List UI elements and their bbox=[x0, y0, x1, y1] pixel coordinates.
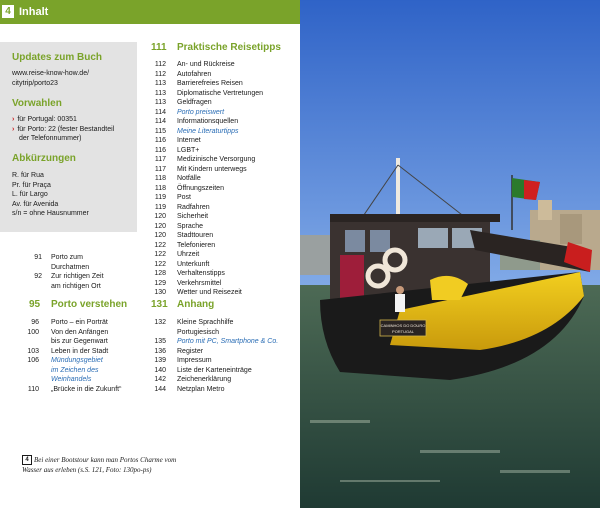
toc-row[interactable] bbox=[148, 328, 293, 338]
updates-heading: Updates zum Buch bbox=[12, 52, 103, 63]
toc-row[interactable] bbox=[148, 79, 293, 89]
toc-row[interactable] bbox=[148, 212, 293, 222]
toc-row[interactable] bbox=[148, 146, 293, 156]
toc-page-number: 114 bbox=[154, 118, 166, 125]
toc-row[interactable] bbox=[148, 203, 293, 213]
toc-page-number: 122 bbox=[154, 260, 166, 268]
toc-row[interactable] bbox=[148, 60, 293, 70]
vorwahl-porto-cont: der Telefonnummer) bbox=[19, 135, 82, 142]
toc-row[interactable] bbox=[148, 193, 293, 203]
toc-page-number: 120 bbox=[154, 213, 166, 220]
toc-entry[interactable]: Stadttouren bbox=[177, 232, 214, 239]
toc-entry[interactable]: Autofahren bbox=[177, 70, 212, 78]
page-title: Inhalt bbox=[19, 6, 49, 18]
section-title-anhang[interactable]: Anhang bbox=[177, 299, 215, 310]
toc-page-number: 96 bbox=[31, 319, 39, 326]
toc-page-number: 113 bbox=[154, 89, 166, 97]
chevron-right-icon: › bbox=[12, 125, 15, 133]
abk-item: R. für Rua bbox=[12, 172, 44, 179]
toc-entry[interactable]: Leben in der Stadt bbox=[51, 347, 109, 355]
toc-page-number: 122 bbox=[154, 241, 166, 249]
page-number: 4 bbox=[2, 5, 14, 18]
toc-row[interactable] bbox=[148, 288, 293, 298]
toc-page-number: 136 bbox=[154, 347, 166, 355]
section-title-porto-verstehen[interactable]: Porto verstehen bbox=[51, 299, 128, 310]
toc-page-number: 114 bbox=[154, 108, 166, 116]
toc-entry[interactable]: Medizinische Versorgung bbox=[177, 156, 256, 163]
toc-entry[interactable]: bis zur Gegenwart bbox=[51, 338, 108, 345]
toc-entry[interactable]: Portugiesisch bbox=[177, 328, 220, 336]
toc-entry[interactable]: Mündungsgebiet bbox=[51, 357, 103, 364]
toc-entry[interactable]: Sprache bbox=[177, 222, 204, 230]
toc-entry[interactable]: LGBT+ bbox=[177, 146, 200, 154]
toc-row[interactable] bbox=[148, 222, 293, 232]
toc-row[interactable] bbox=[148, 375, 293, 385]
toc-page-number: 122 bbox=[154, 251, 166, 258]
toc-page-number: 110 bbox=[27, 385, 39, 393]
toc-row[interactable] bbox=[148, 108, 293, 118]
toc-page-number: 116 bbox=[154, 146, 166, 154]
toc-entry[interactable]: Porto zum bbox=[51, 254, 83, 261]
toc-page-number: 130 bbox=[154, 289, 166, 296]
toc-entry[interactable]: Weinhandels bbox=[51, 376, 92, 383]
toc-row[interactable] bbox=[148, 269, 293, 279]
boat-nameplate-text: CAMINHOS DO DOURO bbox=[380, 323, 426, 328]
toc-page-number: 113 bbox=[154, 99, 166, 106]
toc-page-number: 135 bbox=[154, 338, 166, 345]
toc-row[interactable] bbox=[148, 250, 293, 260]
toc-page-number: 112 bbox=[154, 61, 166, 68]
toc-entry[interactable]: Zeichenerklärung bbox=[177, 376, 232, 383]
toc-page-number: 92 bbox=[34, 273, 42, 280]
toc-page-number: 117 bbox=[154, 156, 166, 163]
toc-entry[interactable]: Notfälle bbox=[177, 175, 201, 182]
toc-entry[interactable]: An- und Rückreise bbox=[177, 61, 235, 68]
toc-entry[interactable]: Sicherheit bbox=[177, 213, 209, 220]
toc-row[interactable] bbox=[148, 117, 293, 127]
toc-entry[interactable]: Mit Kindern unterwegs bbox=[177, 165, 247, 173]
toc-page-number: 106 bbox=[27, 357, 39, 364]
toc-entry[interactable]: Wetter und Reisezeit bbox=[177, 289, 242, 296]
toc-entry[interactable]: Geldfragen bbox=[177, 99, 212, 106]
toc-row[interactable] bbox=[148, 98, 293, 108]
toc-entry[interactable]: Telefonieren bbox=[177, 241, 216, 249]
boat-nameplate-text: PORTUGAL bbox=[392, 329, 414, 334]
toc-page-number: 120 bbox=[154, 232, 166, 239]
boat-photo bbox=[300, 0, 600, 508]
abkuerzungen-heading: Abkürzungen bbox=[12, 153, 76, 164]
toc-entry[interactable]: Kleine Sprachhilfe bbox=[177, 319, 234, 326]
toc-entry[interactable]: Informationsquellen bbox=[177, 118, 239, 125]
toc-row[interactable] bbox=[148, 165, 293, 175]
toc-list-reisetipps bbox=[148, 60, 293, 298]
toc-entry[interactable]: Verkehrsmittel bbox=[177, 279, 222, 287]
vorwahl-porto: › für Porto: 22 (fester Bestandteil bbox=[12, 125, 115, 133]
toc-row[interactable] bbox=[148, 70, 293, 80]
section-number: 95 bbox=[29, 299, 41, 310]
toc-entry[interactable]: Durchatmen bbox=[51, 263, 90, 271]
vorwahl-portugal: › für Portugal: 00351 bbox=[12, 116, 77, 123]
toc-page-number: 119 bbox=[154, 194, 166, 201]
toc-row[interactable] bbox=[148, 155, 293, 165]
toc-entry[interactable]: Meine Literaturtipps bbox=[177, 127, 239, 135]
chevron-right-icon: › bbox=[12, 116, 15, 123]
toc-entry[interactable]: Impressum bbox=[177, 357, 212, 364]
toc-entry[interactable]: Öffnungszeiten bbox=[177, 184, 224, 192]
toc-row[interactable] bbox=[148, 136, 293, 146]
toc-entry[interactable]: Netzplan Metro bbox=[177, 385, 225, 393]
toc-entry[interactable]: Unterkunft bbox=[177, 260, 210, 268]
toc-page-number: 120 bbox=[154, 222, 166, 230]
toc-row[interactable] bbox=[148, 241, 293, 251]
toc-entry[interactable]: Liste der Karteneinträge bbox=[177, 366, 252, 374]
toc-row[interactable] bbox=[148, 184, 293, 194]
toc-row[interactable] bbox=[148, 174, 293, 184]
page-header bbox=[0, 0, 300, 24]
vorwahlen-heading: Vorwahlen bbox=[12, 98, 62, 109]
toc-page-number: 144 bbox=[154, 385, 166, 393]
toc-list-anhang bbox=[148, 318, 293, 394]
abk-item: L. für Largo bbox=[12, 191, 48, 198]
info-sidebar bbox=[0, 42, 137, 232]
toc-entry[interactable]: Diplomatische Vertretungen bbox=[177, 89, 263, 97]
toc-entry[interactable]: Von den Anfängen bbox=[51, 328, 109, 336]
toc-row[interactable] bbox=[148, 318, 293, 328]
toc-row[interactable] bbox=[148, 89, 293, 99]
toc-page-number: 113 bbox=[154, 80, 166, 87]
person bbox=[396, 286, 404, 294]
toc-row[interactable] bbox=[148, 279, 293, 289]
toc-page-number: 112 bbox=[154, 70, 166, 78]
toc-row[interactable] bbox=[148, 231, 293, 241]
toc-page-number: 117 bbox=[154, 165, 166, 173]
toc-page-number: 115 bbox=[154, 127, 166, 135]
toc-row[interactable] bbox=[148, 337, 293, 347]
toc-entry[interactable]: Porto mit PC, Smartphone & Co. bbox=[177, 338, 279, 345]
toc-page-number: 100 bbox=[27, 328, 39, 336]
photo-caption: Bei einer Bootstour kann man Portos Charme vom Wasser aus erleben (s.S. 121, Foto: 130po-ps) bbox=[22, 456, 177, 474]
toc-entry[interactable]: Porto preiswert bbox=[177, 108, 225, 116]
section-number: 131 bbox=[151, 299, 168, 310]
toc-row[interactable] bbox=[148, 347, 293, 357]
toc-page-number: 142 bbox=[154, 376, 166, 383]
section-number: 111 bbox=[151, 42, 167, 53]
toc-row[interactable] bbox=[148, 385, 293, 395]
toc-entry[interactable]: „Brücke in die Zukunft“ bbox=[51, 385, 122, 393]
updates-url-line-1[interactable]: www.reise-know-how.de/ bbox=[12, 70, 90, 77]
toc-page-number: 116 bbox=[154, 137, 166, 144]
toc-entry[interactable]: Radfahren bbox=[177, 203, 210, 211]
abk-item: Pr. für Praça bbox=[12, 181, 51, 189]
toc-row[interactable] bbox=[148, 366, 293, 376]
toc-entry[interactable]: im Zeichen des bbox=[51, 366, 99, 374]
toc-page-number: 140 bbox=[154, 366, 166, 374]
toc-entry[interactable]: Uhrzeit bbox=[177, 251, 200, 258]
section-title-praktische-reisetipps[interactable]: Praktische Reisetipps bbox=[177, 42, 281, 53]
toc-page-number: 129 bbox=[154, 279, 166, 287]
toc-page-number: 118 bbox=[154, 184, 166, 192]
toc-page-number: 139 bbox=[154, 357, 166, 364]
photo-reference-icon: 4 bbox=[22, 455, 32, 465]
toc-row[interactable] bbox=[148, 260, 293, 270]
toc-entry[interactable]: Porto – ein Porträt bbox=[51, 319, 108, 326]
toc-page-number: 118 bbox=[154, 175, 166, 182]
toc-page-number: 132 bbox=[154, 319, 166, 326]
toc-entry[interactable]: am richtigen Ort bbox=[51, 282, 101, 290]
abk-item: Av. für Avenida bbox=[12, 200, 59, 208]
toc-page-number: 91 bbox=[34, 254, 42, 261]
toc-entry[interactable]: Internet bbox=[177, 137, 201, 144]
toc-page-number: 128 bbox=[154, 270, 166, 277]
toc-entry[interactable]: Verhaltenstipps bbox=[177, 270, 225, 277]
toc-page-number: 103 bbox=[27, 347, 39, 355]
toc-page-number: 119 bbox=[154, 203, 166, 211]
toc-entry[interactable]: Register bbox=[177, 347, 204, 355]
toc-entry[interactable]: Zur richtigen Zeit bbox=[51, 273, 104, 280]
updates-url-line-2[interactable]: citytrip/porto23 bbox=[12, 79, 58, 87]
toc-entry[interactable]: Post bbox=[177, 194, 192, 201]
toc-entry[interactable]: Barrierefreies Reisen bbox=[177, 80, 243, 87]
toc-row[interactable] bbox=[148, 356, 293, 366]
toc-row[interactable] bbox=[148, 127, 293, 137]
abk-item: s/n = ohne Hausnummer bbox=[12, 210, 89, 217]
